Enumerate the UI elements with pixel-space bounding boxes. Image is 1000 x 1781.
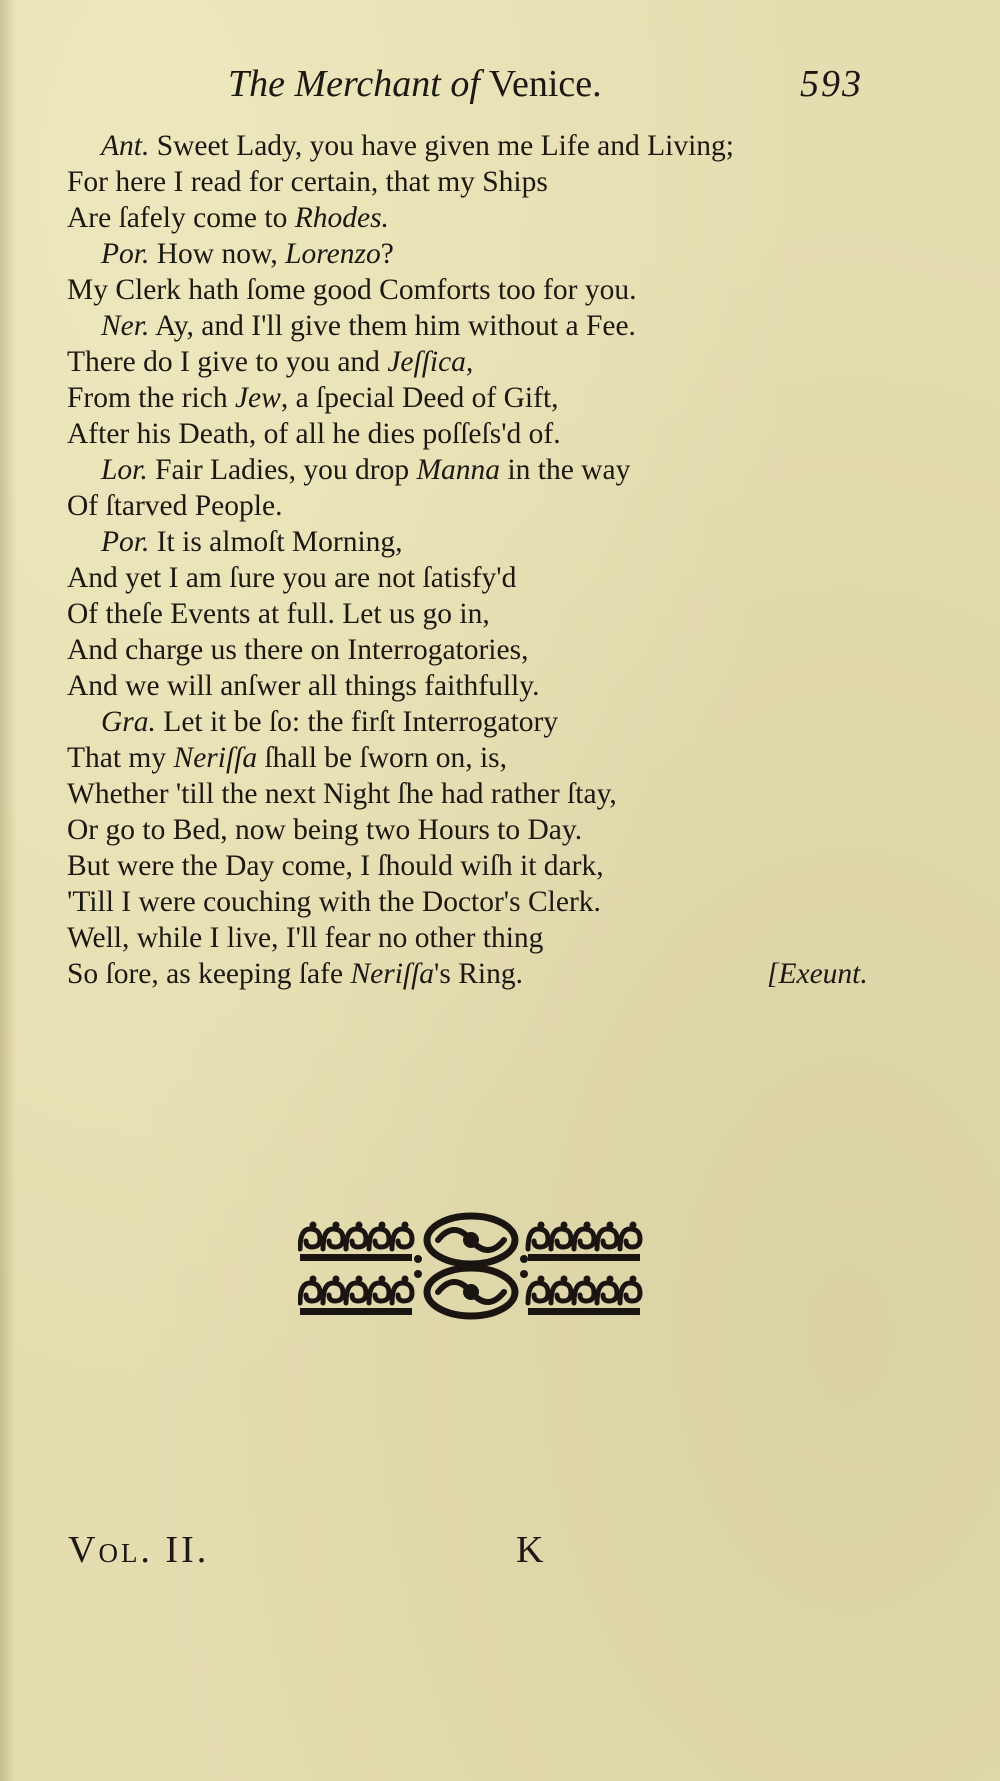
page-number: 593 <box>800 63 863 105</box>
stage-direction: [Exeunt. <box>767 958 868 990</box>
verse-line <box>67 308 937 344</box>
verse-line <box>67 524 937 560</box>
line-text: Rhodes. <box>294 202 389 234</box>
line-text: Sweet Lady, you have given me Life and Living; <box>149 130 734 162</box>
verse-line <box>67 380 937 416</box>
verse-line <box>67 560 937 596</box>
running-title-italic: The Merchant of <box>228 63 480 105</box>
verse-line <box>67 488 937 524</box>
verse-line <box>67 740 937 776</box>
line-text: ? <box>380 238 394 270</box>
speaker-name: Por. <box>101 526 150 558</box>
signature-mark: K <box>516 1529 544 1571</box>
verse-line <box>67 236 937 272</box>
line-text: Well, while I live, I'll fear no other thing <box>67 922 544 954</box>
line-text: Of ſtarved People. <box>67 490 283 522</box>
line-text: Lorenzo <box>285 238 381 270</box>
verse-line <box>67 128 937 164</box>
line-text: Or go to Bed, now being two Hours to Day. <box>67 814 583 846</box>
line-text: Are ſafely come to <box>67 202 295 234</box>
verse-line <box>67 200 937 236</box>
verse-line <box>67 632 937 668</box>
line-text: So ſore, as keeping ſafe <box>67 958 351 990</box>
verse-line <box>67 164 937 200</box>
verse-line <box>67 344 937 380</box>
verse-line <box>67 596 937 632</box>
verse-line <box>67 956 937 992</box>
line-text: And we will anſwer all things faithfully. <box>67 670 540 702</box>
volume-mark: Vol. II. <box>68 1529 210 1571</box>
line-text: in the way <box>500 454 631 486</box>
line-text: Jeſſica, <box>387 346 474 378</box>
running-title <box>228 62 602 106</box>
line-text: Let it be ſo: the firſt Interrogatory <box>155 706 559 738</box>
speaker-name: Gra. <box>101 706 156 738</box>
line-text: Neriſſa <box>350 958 435 990</box>
line-text: Of theſe Events at full. Let us go in, <box>67 598 490 630</box>
speaker-name: Ant. <box>101 130 150 162</box>
verse-line <box>67 812 937 848</box>
line-text: ſhall be ſworn on, is, <box>257 742 508 774</box>
verse-line <box>67 920 937 956</box>
page-edge-shadow <box>0 0 16 1781</box>
printers-ornament <box>298 1212 644 1320</box>
line-text: 's Ring. <box>434 958 523 990</box>
line-text: Fair Ladies, you drop <box>147 454 417 486</box>
speaker-name: Ner. <box>101 310 150 342</box>
verse-line <box>67 416 937 452</box>
line-text: Jew <box>234 382 281 414</box>
line-text: And charge us there on Interrogatories, <box>67 634 529 666</box>
line-text: For here I read for certain, that my Ships <box>67 166 548 198</box>
line-text: , a ſpecial Deed of Gift, <box>280 382 559 414</box>
verse-line <box>67 668 937 704</box>
speaker-name: Lor. <box>101 454 148 486</box>
line-text: Manna <box>416 454 501 486</box>
verse-line <box>67 452 937 488</box>
line-text: There do I give to you and <box>67 346 388 378</box>
line-text: How now, <box>149 238 286 270</box>
line-text: But were the Day come, I ſhould wiſh it dark, <box>67 850 604 882</box>
running-title-roman: Venice. <box>488 63 602 105</box>
verse-line <box>67 884 937 920</box>
verse-line <box>67 272 937 308</box>
line-text: That my <box>67 742 174 774</box>
page-footer <box>0 1528 1000 1578</box>
line-text: 'Till I were couching with the Doctor's Clerk. <box>67 886 601 918</box>
line-text: From the rich <box>67 382 235 414</box>
speaker-name: Por. <box>101 238 150 270</box>
verse-line <box>67 776 937 812</box>
play-text-block <box>67 128 937 992</box>
line-text: After his Death, of all he dies poſſeſs'd of. <box>67 418 561 450</box>
line-text: Neriſſa <box>173 742 258 774</box>
running-head <box>0 62 1000 112</box>
line-text: Ay, and I'll give them him without a Fee. <box>149 310 636 342</box>
verse-line <box>67 848 937 884</box>
verse-line <box>67 704 937 740</box>
line-text: And yet I am ſure you are not ſatisfy'd <box>67 562 517 594</box>
line-text: It is almoſt Morning, <box>149 526 403 558</box>
line-text: My Clerk hath ſome good Comforts too for you. <box>67 274 637 306</box>
line-text: Whether 'till the next Night ſhe had rather ſtay, <box>67 778 617 810</box>
